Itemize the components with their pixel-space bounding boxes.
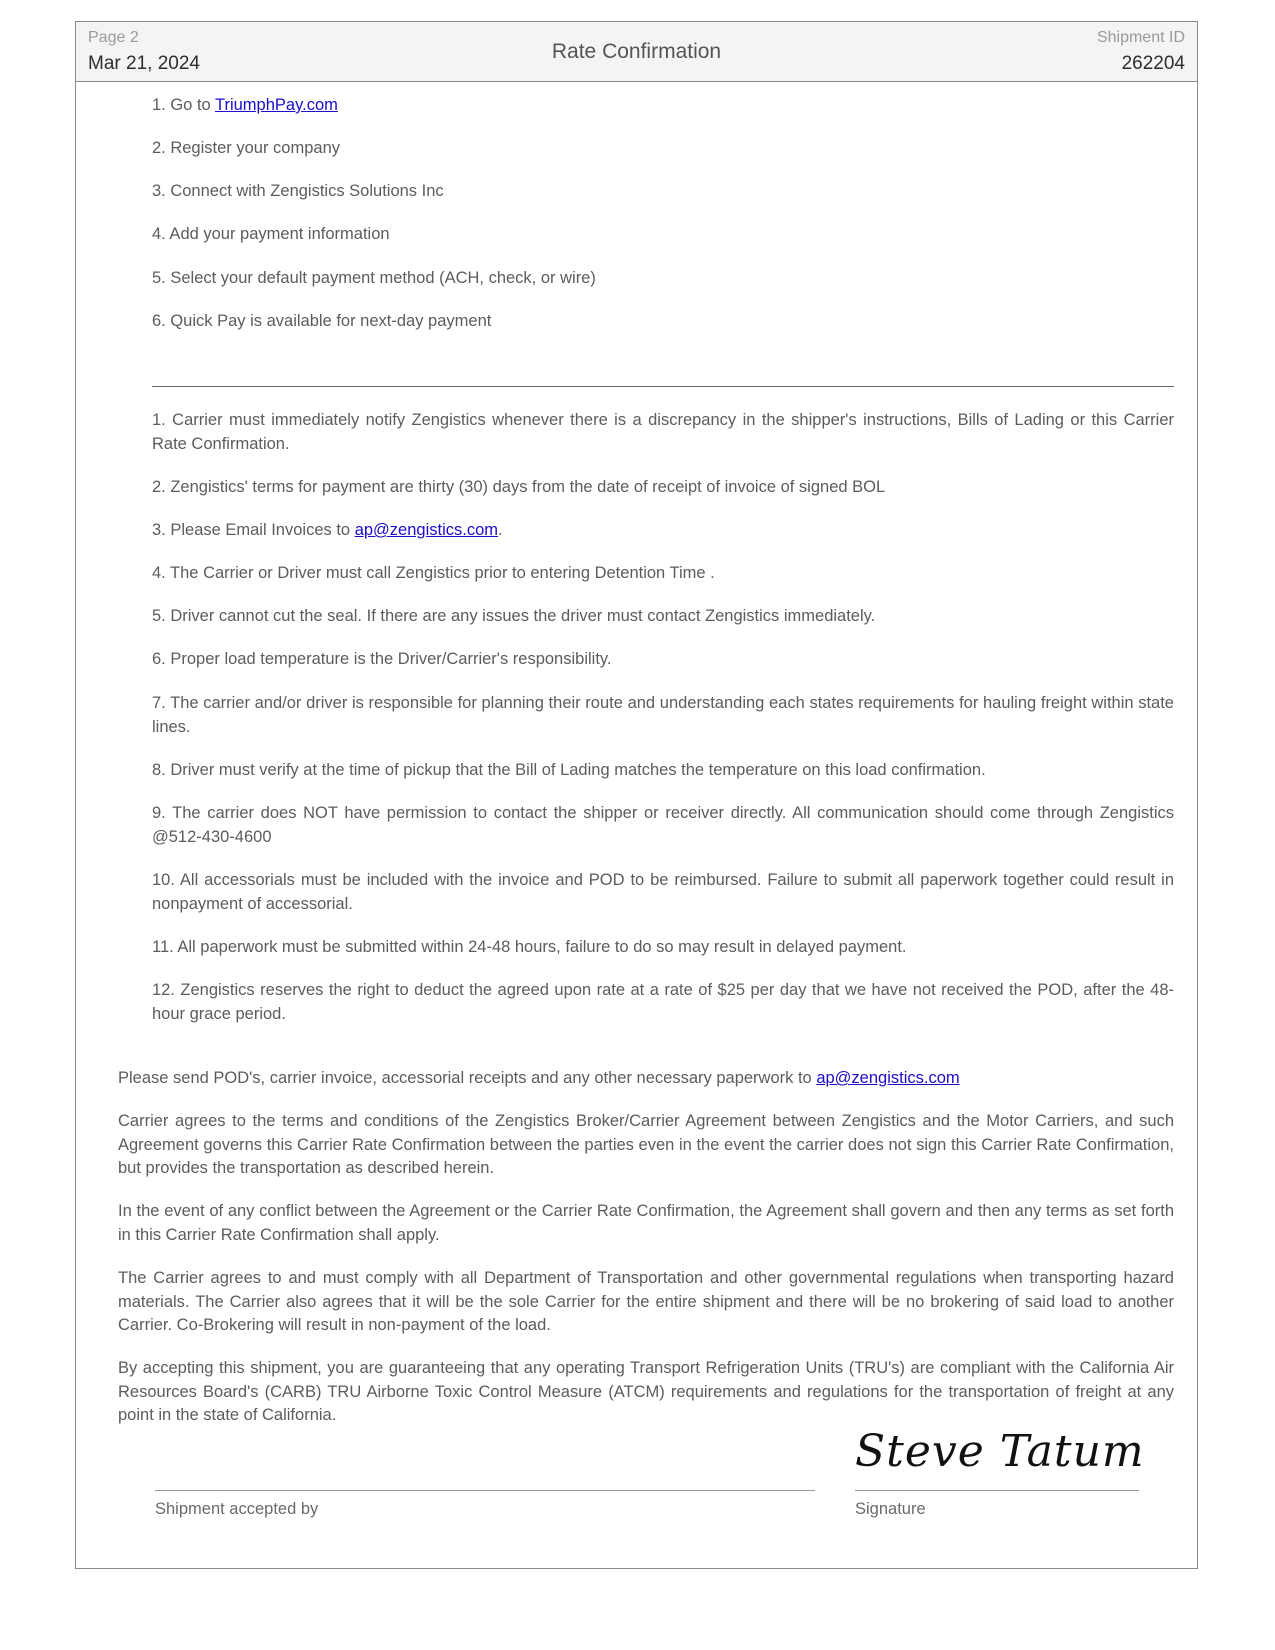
payment-step-3: 3. Connect with Zengistics Solutions Inc: [152, 182, 444, 200]
dot-compliance-paragraph: The Carrier agrees to and must comply with all Department of Transportation and other governmental regulations when transporting hazard materials. The Carrier also agrees that it will be the sole Carrier for the entire shipment and there will be no brokering of said load to another Carrier. Co-Brokering will result in non-payment of the load.: [118, 1269, 1174, 1334]
term-6: 6. Proper load temperature is the Driver/Carrier's responsibility.: [152, 650, 612, 668]
term-12: 12. Zengistics reserves the right to deduct the agreed upon rate at a rate of $25 per day that we have not received the POD, after the 48-hour grace period.: [152, 981, 1174, 1023]
document-date: Mar 21, 2024: [88, 53, 200, 74]
document-title: Rate Confirmation: [551, 40, 722, 63]
page-header: [76, 22, 1197, 82]
term-7: 7. The carrier and/or driver is responsible for planning their route and understanding each states requirements for hauling freight within state lines.: [152, 694, 1174, 736]
accepted-by-line: [155, 1490, 815, 1491]
term-4: 4. The Carrier or Driver must call Zengistics prior to entering Detention Time .: [152, 564, 715, 582]
term-9: 9. The carrier does NOT have permission to contact the shipper or receiver directly. All communication should come through Zengistics @512-430-4600: [152, 804, 1174, 846]
shipment-id-label: Shipment ID: [1096, 29, 1185, 46]
ap-email-link[interactable]: ap@zengistics.com: [354, 521, 498, 539]
signature-line: [855, 1490, 1139, 1491]
term-1: 1. Carrier must immediately notify Zengistics whenever there is a discrepancy in the shipper's instructions, Bills of Lading or this Carrier Rate Confirmation.: [152, 411, 1174, 453]
signature-image: Steve Tatum: [855, 1426, 1145, 1477]
payment-step-6: 6. Quick Pay is available for next-day payment: [152, 312, 492, 330]
payment-step-5: 5. Select your default payment method (ACH, check, or wire): [152, 269, 596, 287]
conflict-paragraph: In the event of any conflict between the Agreement or the Carrier Rate Confirmation, the Agreement shall govern and then any terms as set forth in this Carrier Rate Confirmation shall apply.: [118, 1202, 1174, 1244]
pod-instructions: Please send POD's, carrier invoice, accessorial receipts and any other necessary paperwork to ap@zengistics.com: [118, 1069, 960, 1087]
triumphpay-link[interactable]: TriumphPay.com: [215, 96, 338, 114]
payment-step-4: 4. Add your payment information: [152, 225, 390, 243]
carb-compliance-paragraph: By accepting this shipment, you are guaranteeing that any operating Transport Refrigeration Units (TRU's) are compliant with the California Air Resources Board's (CARB) TRU Airborne Toxic Control Measure (ATCM) requirements and regulations for the transportation of freight at any point in the state of California.: [118, 1359, 1174, 1424]
payment-step-1: 1. Go to TriumphPay.com: [152, 96, 338, 114]
term-11: 11. All paperwork must be submitted within 24-48 hours, failure to do so may result in delayed payment.: [152, 938, 907, 956]
term-10: 10. All accessorials must be included with the invoice and POD to be reimbursed. Failure to submit all paperwork together could result in nonpayment of accessorial.: [152, 871, 1174, 913]
shipment-id: 262204: [1121, 53, 1185, 74]
pod-email-link[interactable]: ap@zengistics.com: [816, 1069, 960, 1087]
term-8: 8. Driver must verify at the time of pickup that the Bill of Lading matches the temperature on this load confirmation.: [152, 761, 986, 779]
page-number: Page 2: [88, 29, 139, 46]
term-5: 5. Driver cannot cut the seal. If there are any issues the driver must contact Zengistics immediately.: [152, 607, 876, 625]
signature-label: Signature: [855, 1500, 926, 1518]
payment-step-2: 2. Register your company: [152, 139, 341, 157]
term-2: 2. Zengistics' terms for payment are thirty (30) days from the date of receipt of invoice of signed BOL: [152, 478, 886, 496]
agreement-paragraph: Carrier agrees to the terms and conditions of the Zengistics Broker/Carrier Agreement between Zengistics and the Motor Carriers, and such Agreement governs this Carrier Rate Confirmation between the parties even in the event the carrier does not sign this Carrier Rate Confirmation, but provides the transportation as described herein.: [118, 1112, 1174, 1177]
accepted-by-label: Shipment accepted by: [155, 1500, 319, 1518]
term-3: 3. Please Email Invoices to ap@zengistics.com.: [152, 521, 503, 539]
section-divider: [152, 386, 1174, 387]
